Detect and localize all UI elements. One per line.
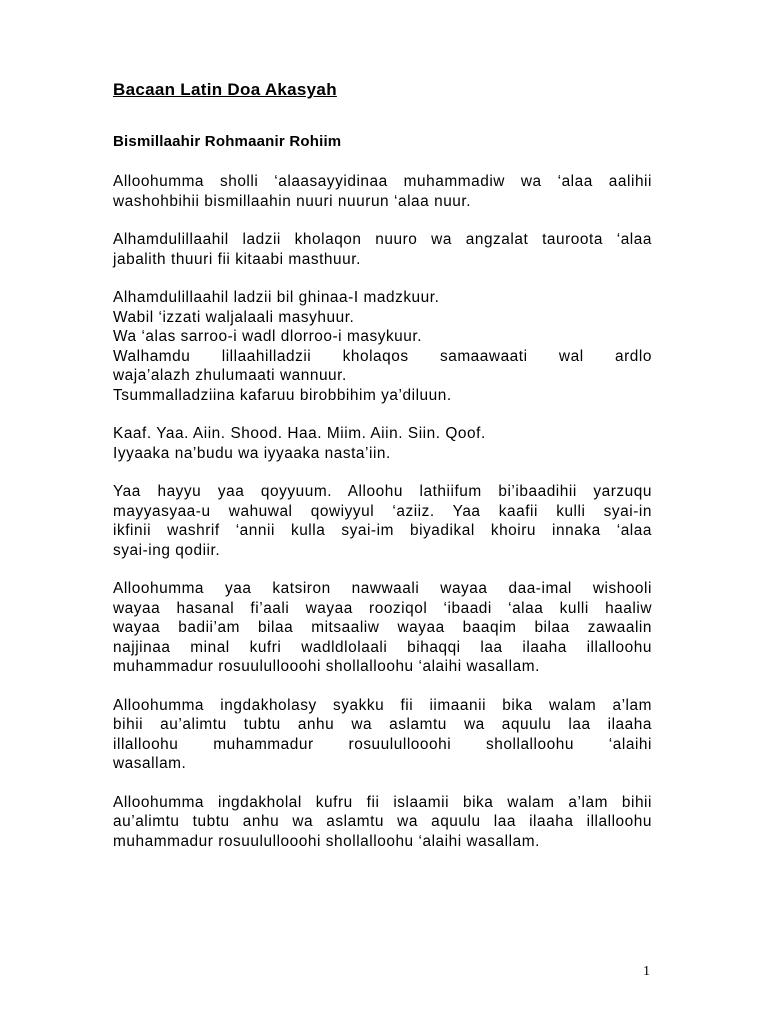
text-line: waja’alazh zhulumaati wannuur. [113,367,347,384]
text-line: Wa ‘alas sarroo-i wadl dlorroo-i masykuur. [113,328,423,345]
text-line: Alloohumma ingdakholal kufru fii islaamii bika walam a’lam bihii [113,793,652,811]
text-line: Alloohumma ingdakholasy syakku fii iimaanii bika walam a’lam [113,696,652,714]
text-line: wayaa badii’am bilaa mitsaaliw wayaa baaqim bilaa zawaalin [113,619,652,636]
text-line: Walhamdu lillaahilladzii kholaqos samaawaati wal ardlo [113,347,652,365]
text-line: najjinaa minal kufri wadldlolaali bihaqqi laa ilaaha illalloohu [113,638,652,656]
document-subtitle: Bismillaahir Rohmaanir Rohiim [113,133,342,150]
paragraph [113,482,652,560]
text-line: au’alimtu tubtu anhu wa aslamtu wa aquulu laa ilaaha illalloohu [113,813,652,830]
text-line: Wabil ‘izzati waljalaali masyhuur. [113,308,355,326]
text-line: Alloohumma yaa katsiron nawwaali wayaa daa-imal wishooli [113,580,652,597]
text-line: Alloohumma sholli ‘alaasayyidinaa muhammadiw wa ‘alaa aalihii [113,173,652,190]
text-line: Tsummalladziina kafaruu birobbihim ya’diluun. [113,386,452,404]
text-line: wasallam. [113,755,187,772]
paragraph [113,696,652,774]
text-line: wayaa hasanal fi’aali wayaa rooziqol ‘ibaadi ‘alaa kulli haaliw [113,599,652,617]
paragraph [113,579,652,677]
text-line: Iyyaaka na’budu wa iyyaaka nasta’iin. [113,444,391,462]
text-line: Yaa hayyu yaa qoyyuum. Alloohu lathiifum bi’ibaadihii yarzuqu [113,483,652,500]
text-line: ikfinii washrif ‘annii kulla syai-im biyadikal khoiru innaka ‘alaa [113,522,652,539]
text-line: syai-ing qodiir. [113,541,221,559]
text-line: Kaaf. Yaa. Aiin. Shood. Haa. Miim. Aiin. Siin. Qoof. [113,425,486,442]
text-line: jabalith thuuri fii kitaabi masthuur. [113,250,361,268]
text-line: muhammadur rosuulullooohi shollalloohu ‘alaihi wasallam. [113,832,540,850]
text-line: bihii au’alimtu tubtu anhu wa aslamtu wa aquulu laa ilaaha [113,716,652,733]
text-line: muhammadur rosuulullooohi shollalloohu ‘alaihi wasallam. [113,658,540,675]
paragraph [113,288,652,405]
page-number: 1 [643,964,650,979]
text-line: washohbihii bismillaahin nuuri nuurun ‘alaa nuur. [113,192,472,210]
paragraph [113,230,652,269]
text-line: Alhamdulillaahil ladzii kholaqon nuuro wa angzalat tauroota ‘alaa [113,231,652,248]
document-page [113,78,652,870]
text-line: mayyasyaa-u wahuwal qowiyyul ‘aziiz. Yaa kaafii kulli syai-in [113,502,652,520]
text-line: illalloohu muhammadur rosuulullooohi shollalloohu ‘alaihi [113,735,652,753]
paragraph [113,424,652,463]
text-line: Alhamdulillaahil ladzii bil ghinaa-I madzkuur. [113,289,440,306]
paragraph [113,793,652,852]
document-title: Bacaan Latin Doa Akasyah [113,80,337,99]
paragraph [113,172,652,211]
